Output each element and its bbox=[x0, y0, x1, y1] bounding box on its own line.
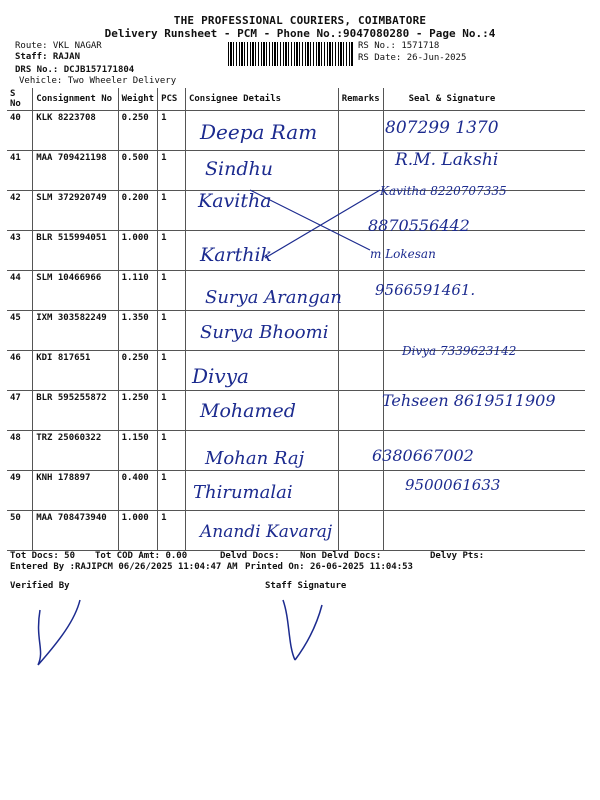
sno-cell: 45 bbox=[7, 311, 33, 351]
handwritten-consignee-name: Sindhu bbox=[205, 158, 273, 180]
consignment-cell: BLR 595255872 bbox=[33, 391, 118, 431]
staff: Staff: RAJAN bbox=[15, 52, 81, 62]
consignment-cell: KDI 817651 bbox=[33, 351, 118, 391]
consignment-cell: MAA 709421198 bbox=[33, 151, 118, 191]
weight-cell: 0.400 bbox=[118, 471, 158, 511]
pcs-cell: 1 bbox=[158, 311, 186, 351]
weight-cell: 0.500 bbox=[118, 151, 158, 191]
non-delivered-docs: Non Delvd Docs: bbox=[300, 551, 382, 561]
sno-cell: 49 bbox=[7, 471, 33, 511]
consignment-cell: KNH 178897 bbox=[33, 471, 118, 511]
weight-cell: 0.250 bbox=[118, 111, 158, 151]
weight-cell: 0.250 bbox=[118, 351, 158, 391]
consignment-cell: IXM 303582249 bbox=[33, 311, 118, 351]
sno-cell: 43 bbox=[7, 231, 33, 271]
handwritten-consignee-name: Thirumalai bbox=[193, 482, 293, 503]
handwritten-consignee-name: Surya Arangan bbox=[205, 287, 342, 308]
pcs-cell: 1 bbox=[158, 431, 186, 471]
handwritten-consignee-name: Mohamed bbox=[200, 400, 296, 422]
route: Route: VKL NAGAR bbox=[15, 41, 102, 51]
weight-cell: 0.200 bbox=[118, 191, 158, 231]
col-sno: S No bbox=[7, 88, 33, 111]
pcs-cell: 1 bbox=[158, 511, 186, 551]
col-remarks: Remarks bbox=[338, 88, 383, 111]
handwritten-consignee-name: Karthik bbox=[200, 244, 273, 266]
cross-out-line bbox=[250, 190, 370, 250]
weight-cell: 1.350 bbox=[118, 311, 158, 351]
pcs-cell: 1 bbox=[158, 231, 186, 271]
total-cod: Tot COD Amt: 0.00 bbox=[95, 551, 188, 561]
rs-date: RS Date: 26-Jun-2025 bbox=[358, 53, 467, 63]
handwritten-signature: 9566591461. bbox=[375, 281, 476, 299]
consignment-cell: BLR 515994051 bbox=[33, 231, 118, 271]
pcs-cell: 1 bbox=[158, 351, 186, 391]
runsheet-subtitle: Delivery Runsheet - PCM - Phone No.:9047080280 - Page No.:4 bbox=[104, 27, 496, 40]
handwritten-signature: 6380667002 bbox=[372, 446, 474, 465]
col-weight: Weight bbox=[118, 88, 158, 111]
staff-signature-mark bbox=[283, 600, 322, 660]
sno-cell: 50 bbox=[7, 511, 33, 551]
rs-number: RS No.: 1571718 bbox=[358, 41, 440, 51]
handwritten-signature: 9500061633 bbox=[405, 476, 501, 494]
consignment-cell: KLK 8223708 bbox=[33, 111, 118, 151]
company-title: THE PROFESSIONAL COURIERS, COIMBATORE bbox=[173, 14, 427, 27]
handwritten-signature: Kavitha 8220707335 bbox=[380, 184, 507, 198]
entered-by: Entered By :RAJIPCM 06/26/2025 11:04:47 AM bbox=[10, 562, 238, 572]
consignment-cell: MAA 708473940 bbox=[33, 511, 118, 551]
pcs-cell: 1 bbox=[158, 151, 186, 191]
consignment-cell: TRZ 25060322 bbox=[33, 431, 118, 471]
verified-by-label: Verified By bbox=[10, 581, 70, 591]
handwritten-consignee-name: Surya Bhoomi bbox=[200, 322, 329, 343]
sno-cell: 46 bbox=[7, 351, 33, 391]
sno-cell: 41 bbox=[7, 151, 33, 191]
pcs-cell: 1 bbox=[158, 271, 186, 311]
total-docs: Tot Docs: 50 bbox=[10, 551, 76, 561]
vehicle: Vehicle: Two Wheeler Delivery bbox=[19, 76, 177, 86]
weight-cell: 1.110 bbox=[118, 271, 158, 311]
col-consignment: Consignment No bbox=[33, 88, 118, 111]
staff-signature-label: Staff Signature bbox=[265, 581, 347, 591]
sno-cell: 44 bbox=[7, 271, 33, 311]
handwritten-signature: Tehseen 8619511909 bbox=[382, 391, 556, 410]
delivered-docs: Delvd Docs: bbox=[220, 551, 280, 561]
sno-cell: 42 bbox=[7, 191, 33, 231]
handwritten-consignee-name: Kavitha bbox=[198, 190, 272, 212]
weight-cell: 1.250 bbox=[118, 391, 158, 431]
weight-cell: 1.150 bbox=[118, 431, 158, 471]
sno-cell: 40 bbox=[7, 111, 33, 151]
handwritten-signature: 807299 1370 bbox=[385, 118, 499, 138]
sno-cell: 48 bbox=[7, 431, 33, 471]
pcs-cell: 1 bbox=[158, 471, 186, 511]
sno-cell: 47 bbox=[7, 391, 33, 431]
handwritten-consignee-name: Mohan Raj bbox=[205, 448, 305, 469]
handwritten-consignee-name: Anandi Kavaraj bbox=[200, 522, 333, 542]
pcs-cell: 1 bbox=[158, 111, 186, 151]
printed-on: Printed On: 26-06-2025 11:04:53 bbox=[245, 562, 413, 572]
weight-cell: 1.000 bbox=[118, 231, 158, 271]
col-consignee: Consignee Details bbox=[185, 88, 338, 111]
handwritten-consignee-name: Divya bbox=[192, 364, 249, 388]
col-pcs: PCS bbox=[158, 88, 186, 111]
pcs-cell: 1 bbox=[158, 191, 186, 231]
drs-number: DRS No.: DCJB157171804 bbox=[15, 65, 135, 75]
cross-out-line bbox=[265, 190, 380, 258]
consignment-cell: SLM 10466966 bbox=[33, 271, 118, 311]
handwritten-consignee-name: Deepa Ram bbox=[200, 120, 318, 144]
col-seal-signature: Seal & Signature bbox=[383, 88, 585, 111]
handwritten-signature: R.M. Lakshi bbox=[395, 150, 499, 170]
weight-cell: 1.000 bbox=[118, 511, 158, 551]
delivery-points: Delvy Pts: bbox=[430, 551, 485, 561]
handwritten-signature: Divya 7339623142 bbox=[402, 344, 517, 358]
pcs-cell: 1 bbox=[158, 391, 186, 431]
verifier-signature-mark bbox=[38, 600, 80, 665]
handwritten-signature: 8870556442 bbox=[368, 216, 470, 235]
handwritten-signature: m Lokesan bbox=[370, 247, 436, 261]
consignment-cell: SLM 372920749 bbox=[33, 191, 118, 231]
